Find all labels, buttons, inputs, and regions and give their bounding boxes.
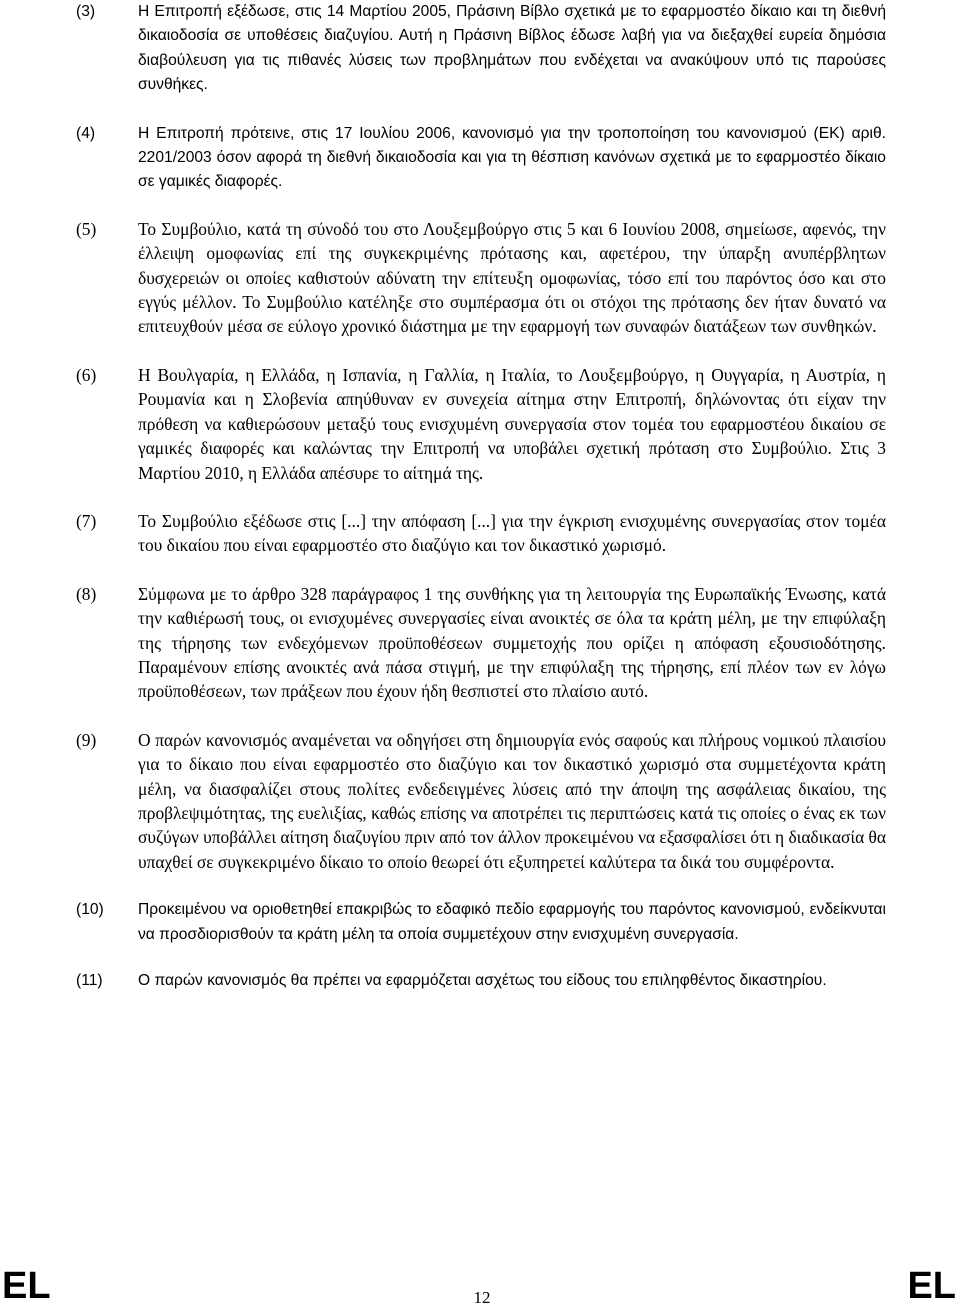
recital-9: [76, 728, 886, 874]
recital-text: Το Συμβούλιο εξέδωσε στις [...] την απόφαση [...] για την έγκριση ενισχυμένης συνεργασίας στον τομέα του δικαίου που είναι εφαρμοστέο στο διαζύγιο και τον δικαστικό χωρισμό.: [138, 510, 886, 556]
recital-number: (11): [76, 972, 103, 989]
page-number: [0, 1288, 960, 1308]
recital-11: [76, 969, 886, 993]
recital-text: Ο παρών κανονισμός αναμένεται να οδηγήσει στη δημιουργία ενός σαφούς και πλήρους νομικού πλαισίου για το δίκαιο που είναι εφαρμοστέο στο διαζύγιο και τον δικαστικό χωρισμό στα συμμετέχοντα κράτη μέλη, να διασφαλίζει στους πολίτες ενδεδειγμένες λύσεις από την άποψη της ασφάλειας δικαίου, της προβλεψιμότητας, της ευελιξίας, καθώς επίσης να αποτρέπει τις περιπτώσεις κατά τις οποίες ο ένας εκ των συζύγων υποβάλλει αίτηση διαζυγίου πριν από τον άλλον προκειμένου να εξασφαλίσει ότι η διαδικασία θα υπαχθεί σε συγκεκριμένο δίκαιο το οποίο θεωρεί ότι εξυπηρετεί καλύτερα τα δικά του συμφέροντα.: [138, 729, 886, 872]
recital-5: [76, 217, 886, 339]
recital-number: (10): [76, 901, 104, 919]
recital-3: [76, 0, 886, 98]
recital-text: Ο παρών κανονισμός θα πρέπει να εφαρμόζεται ασχέτως του είδους του επιληφθέντος δικαστηρίου.: [138, 972, 827, 989]
recital-number: (9): [76, 729, 97, 750]
recital-text: Σύμφωνα με το άρθρο 328 παράγραφος 1 της συνθήκης για τη λειτουργία της Ευρωπαϊκής Ένωσης, κατά την καθιέρωσή τους, οι ενισχυμένες συνεργασίες είναι ανοικτές σε όλα τα κράτη μέλη, με την επιφύλαξη της τήρησης των ενδεχόμενων προϋποθέσεων συμμετοχής που ορίζει η απόφαση εξουσιοδότησης. Παραμένουν επίσης ανοικτές ανά πάσα στιγμή, με την επιφύλαξη της τήρησης, επί πλέον των εν λόγω προϋποθέσεων, των πράξεων που έχουν ήδη θεσπιστεί στο πλαίσιο αυτό.: [138, 583, 886, 702]
recital-text: Προκειμένου να οριοθετηθεί επακριβώς το εδαφικό πεδίο εφαρμογής του παρόντος κανονισμού, ενδείκνυται να προσδιορισθούν τα κράτη μέλη τα οποία συμμετέχουν στην ενισχυμένη συνεργασία.: [138, 901, 886, 943]
recital-10: [76, 898, 886, 947]
recital-number: (5): [76, 218, 97, 239]
recital-text: Η Επιτροπή εξέδωσε, στις 14 Μαρτίου 2005, Πράσινη Βίβλο σχετικά με το εφαρμοστέο δίκαιο και τη διεθνή δικαιοδοσία σε υποθέσεις διαζυγίου. Αυτή η Πράσινη Βίβλος έδωσε λαβή για να διεξαχθεί ευρεία δημόσια διαβούλευση για τις πιθανές λύσεις των προβλημάτων που ενδέχεται να ανακύψουν υπό τις παρούσες συνθήκες.: [138, 3, 886, 94]
recital-8: [76, 582, 886, 704]
recitals-list: [76, 0, 886, 1008]
recital-text: Η Επιτροπή πρότεινε, στις 17 Ιουλίου 2006, κανονισμό για την τροποποίηση του κανονισμού (ΕΚ) αριθ. 2201/2003 όσον αφορά τη διεθνή δικαιοδοσία και για τη θέσπιση κανόνων σχετικά με το εφαρμοστέο δίκαιο σε γαμικές διαφορές.: [138, 124, 886, 191]
recital-number: (7): [76, 510, 97, 531]
recital-text: Το Συμβούλιο, κατά τη σύνοδό του στο Λουξεμβούργο στις 5 και 6 Ιουνίου 2008, σημείωσε, αφενός, την έλλειψη ομοφωνίας επί της συγκεκριμένης πρότασης και, αφετέρου, την ύπαρξη ανυπέρβλητων δυσχερειών οι οποίες καθιστούν αδύνατη την επίτευξη ομοφωνίας, τόσο επί του παρόντος όσο και στο εγγύς μέλλον. Το Συμβούλιο κατέληξε στο συμπέρασμα ότι οι στόχοι της πρότασης δεν ήταν δυνατό να επιτευχθούν μέσα σε εύλογο χρονικό διάστημα με την εφαρμογή των συναφών διατάξεων των συνθηκών.: [138, 218, 886, 337]
recital-6: [76, 363, 886, 485]
recital-number: (8): [76, 583, 97, 604]
recital-7: [76, 509, 886, 558]
recital-text: Η Βουλγαρία, η Ελλάδα, η Ισπανία, η Γαλλία, η Ιταλία, το Λουξεμβούργο, η Ουγγαρία, η Αυστρία, η Ρουμανία και η Σλοβενία απηύθυναν εν συνεχεία αίτημα στην Επιτροπή, δηλώνοντας ότι είχαν την πρόθεση να καθιερώσουν μεταξύ τους ενισχυμένη συνεργασία στον τομέα του εφαρμοστέου δικαίου σε γαμικές διαφορές και καλώντας την Επιτροπή να υποβάλει σχετική πρόταση στο Συμβούλιο. Στις 3 Μαρτίου 2010, η Ελλάδα απέσυρε το αίτημά της.: [138, 364, 886, 483]
recital-number: (3): [76, 3, 96, 20]
recital-number: (6): [76, 364, 97, 385]
page-number-text: 12: [473, 1288, 491, 1307]
footer-language-right: EL: [907, 1265, 956, 1307]
footer-language-left: EL: [2, 1265, 51, 1307]
recital-4: [76, 122, 886, 195]
recital-number: (4): [76, 124, 96, 142]
